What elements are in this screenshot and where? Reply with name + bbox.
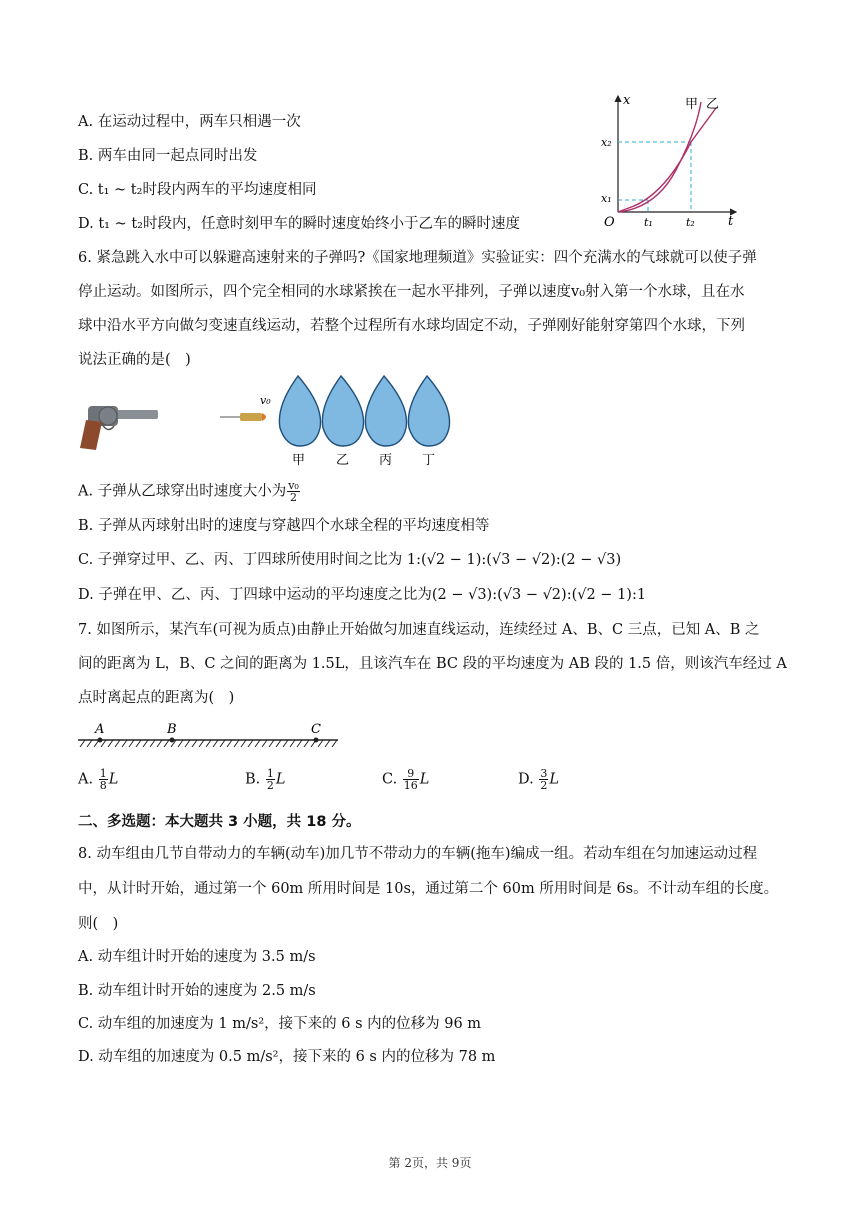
q6-option-a-fraction: $\frac{\text{v₀}}{2}$ [288,479,299,504]
q6-option-c: C. 子弹穿过甲、乙、丙、丁四球所使用时间之比为 1:(√2 − 1):(√3 − √2):(2 − √3) [78,552,622,568]
track-hatch-mark [332,740,337,747]
curve-jia [618,102,701,212]
q6-stem-line-1: 6. 紧急跳入水中可以躲避高速射来的子弹吗?《国家地理频道》实验证实：四个充满水的气球就可以使子弹 [78,250,757,266]
q7-option-c: C. $\frac{9}{16}$ L [382,767,430,792]
yi-label: 乙 [706,97,720,112]
track-hatch-mark [115,740,120,747]
track-hatch-mark [227,740,232,747]
origin-label: O [604,215,615,230]
track-hatch-mark [185,740,190,747]
q6-option-b: B. 子弹从丙球射出时的速度与穿越四个水球全程的平均速度相等 [78,518,490,534]
q8-stem-line-3: 则( ) [78,916,119,932]
q8-option-d: D. 动车组的加速度为 0.5 m/s²，接下来的 6 s 内的位移为 78 m [78,1049,496,1065]
track-hatch-mark [255,740,260,747]
t1-label: t₁ [644,216,653,229]
track-hatch-mark [157,740,162,747]
track-hatch-mark [276,740,281,747]
section-2-heading: 二、多选题：本大题共 3 小题，共 18 分。 [78,814,361,830]
track-hatch-mark [213,740,218,747]
bullet-icon [240,413,262,421]
q5-xt-graph [596,90,746,230]
q5-option-a: A. 在运动过程中，两车只相遇一次 [78,114,301,130]
track-hatch-mark [122,740,127,747]
v0-label: v₀ [260,394,271,407]
track-hatch-mark [150,740,155,747]
x2-label: x₂ [601,136,612,149]
track-hatch-mark [304,740,309,747]
q7-stem-line-1: 7. 如图所示，某汽车(可视为质点)由静止开始做匀加速直线运动，连续经过 A、B、C 三点，已知 A、B 之 [78,622,760,638]
track-hatch-mark [199,740,204,747]
q8-option-b: B. 动车组计时开始的速度为 2.5 m/s [78,983,316,999]
ball-label-bing: 丙 [379,453,393,468]
q5-option-c: C. t₁ ~ t₂时段内两车的平均速度相同 [78,182,317,198]
q6-option-a-text: A. 子弹从乙球穿出时速度大小为 [78,483,287,500]
q7-option-d: D. $\frac{3}{2}$ L [518,767,559,792]
q7-option-b: B. $\frac{1}{2}$ L [245,767,286,792]
track-hatch-mark [80,740,85,747]
track-hatch-mark [178,740,183,747]
track-hatch-mark [262,740,267,747]
q7-track-figure [76,718,342,752]
q8-option-a: A. 动车组计时开始的速度为 3.5 m/s [78,949,316,965]
q7-option-a: A. $\frac{1}{8}$ L [78,767,119,792]
q8-stem-line-1: 8. 动车组由几节自带动力的车辆(动车)加几节不带动力的车辆(拖车)编成一组。若动车组在匀加速运动过程 [78,846,758,862]
axis-t-label: t [728,214,734,229]
point-b-label: B [167,722,177,737]
track-hatch-mark [248,740,253,747]
track-hatch-mark [234,740,239,747]
curve-yi [618,108,716,212]
track-hatch-mark [143,740,148,747]
track-hatch-mark [269,740,274,747]
track-hatch-mark [241,740,246,747]
track-hatch-mark [220,740,225,747]
q6-figure [72,372,472,468]
q5-option-d: D. t₁ ~ t₂时段内，任意时刻甲车的瞬时速度始终小于乙车的瞬时速度 [78,216,520,232]
q6-option-a [78,480,301,503]
t2-label: t₂ [686,216,695,229]
jia-label: 甲 [685,97,699,112]
track-hatch-mark [318,740,323,747]
q7-stem-line-3: 点时离起点的距离为( ) [78,690,235,706]
q8-stem-line-2: 中，从计时开始，通过第一个 60m 所用时间是 10s，通过第二个 60m 所用时间是 6s。不计动车组的长度。 [78,881,779,897]
q6-stem-line-2: 停止运动。如图所示，四个完全相同的水球紧挨在一起水平排列，子弹以速度v₀射入第一个水球，且在水 [78,284,745,300]
track-hatch-mark [206,740,211,747]
ball-label-jia: 甲 [292,453,306,468]
q6-option-d: D. 子弹在甲、乙、丙、丁四球中运动的平均速度之比为(2 − √3):(√3 − √2):(√2 − 1):1 [78,587,647,603]
point-c-label: C [311,722,321,737]
track-hatch-mark [87,740,92,747]
track-hatch-mark [283,740,288,747]
point-a-label: A [95,722,105,737]
q7-stem-line-2: 间的距离为 L，B、C 之间的距离为 1.5L，且该汽车在 BC 段的平均速度为 AB 段的 1.5 倍，则该汽车经过 A [78,656,787,672]
ball-label-yi: 乙 [336,453,350,468]
page-footer: 第 2页，共 9页 [388,1156,472,1170]
q6-stem-line-3: 球中沿水平方向做匀变速直线运动，若整个过程所有水球均固定不动，子弹刚好能射穿第四个水球，下列 [78,318,745,334]
q6-stem-line-4: 说法正确的是( ) [78,352,191,368]
track-hatch-mark [108,740,113,747]
track-hatch-mark [290,740,295,747]
track-hatch-mark [325,740,330,747]
revolver-icon [80,406,158,450]
q5-option-b: B. 两车由同一起点同时出发 [78,148,258,164]
track-hatch-mark [129,740,134,747]
axis-x-label: x [623,93,631,108]
track-hatch-mark [192,740,197,747]
x1-label: x₁ [601,192,612,205]
q8-option-c: C. 动车组的加速度为 1 m/s²，接下来的 6 s 内的位移为 96 m [78,1016,482,1032]
track-hatch-mark [164,740,169,747]
track-hatch-mark [136,740,141,747]
ball-label-ding: 丁 [422,453,436,468]
track-hatch-mark [297,740,302,747]
